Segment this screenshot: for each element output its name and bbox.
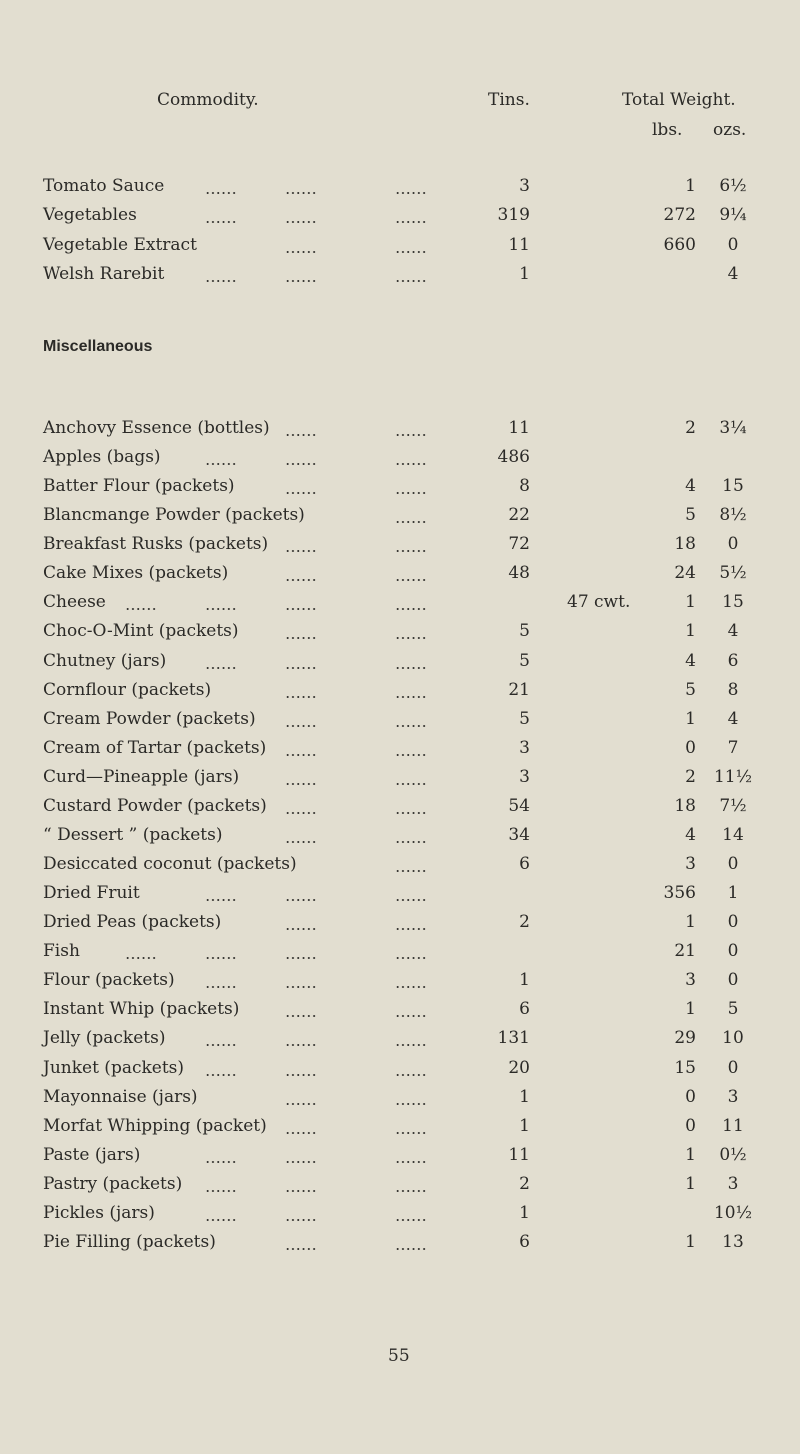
dot-leader	[395, 1103, 427, 1105]
commodity-name: Cream of Tartar (packets)	[43, 737, 267, 758]
weight-ozs: 10	[722, 1028, 744, 1049]
dot-leader	[205, 899, 237, 901]
weight-ozs: 13	[722, 1231, 744, 1252]
weight-lbs: 1	[685, 999, 696, 1020]
weight-lbs: 18	[674, 795, 696, 816]
table-row	[0, 260, 800, 288]
commodity-name: Fish	[43, 941, 80, 962]
weight-ozs: 0	[727, 912, 739, 933]
dot-leader	[285, 841, 317, 843]
weight-lbs: 2	[685, 766, 696, 787]
header-tins: Tins.	[488, 90, 530, 110]
commodity-name: Flour (packets)	[43, 970, 175, 991]
table-row	[0, 172, 800, 200]
weight-lbs: 5	[685, 679, 696, 700]
table-row	[0, 995, 800, 1023]
table-row	[0, 443, 800, 471]
dot-leader	[395, 812, 427, 814]
commodity-name: “ Dessert ” (packets)	[43, 824, 223, 845]
tins-count: 20	[508, 1057, 530, 1078]
tins-count: 11	[508, 418, 530, 438]
dot-leader	[395, 251, 427, 253]
commodity-name: Morfat Whipping (packet)	[43, 1115, 267, 1136]
table-row	[0, 617, 800, 645]
dot-leader	[205, 463, 237, 465]
dot-leader	[395, 579, 427, 581]
tins-count: 5	[519, 650, 530, 671]
commodity-name: Custard Powder (packets)	[43, 795, 267, 816]
dot-leader	[395, 1219, 427, 1221]
commodity-name: Choc-O-Mint (packets)	[43, 621, 239, 642]
weight-ozs: 8	[727, 679, 739, 700]
tins-count: 1	[519, 970, 530, 991]
dot-leader	[285, 696, 317, 698]
dot-leader	[395, 1248, 427, 1250]
dot-leader	[395, 957, 427, 959]
commodity-name: Tomato Sauce	[43, 176, 165, 196]
dot-leader	[285, 928, 317, 930]
dot-leader	[285, 667, 317, 669]
dot-leader	[395, 754, 427, 756]
commodity-name: Batter Flour (packets)	[43, 476, 235, 497]
table-row	[0, 501, 800, 529]
header-total-weight: Total Weight.	[622, 90, 736, 110]
dot-leader	[395, 434, 427, 436]
table-row	[0, 559, 800, 587]
dot-leader	[395, 696, 427, 698]
weight-ozs: 5	[727, 999, 739, 1020]
weight-lbs: 356	[663, 883, 696, 904]
tins-count: 6	[519, 1231, 530, 1252]
page-number: 55	[388, 1346, 410, 1366]
weight-ozs: 6	[727, 650, 739, 671]
dot-leader	[205, 667, 237, 669]
dot-leader	[395, 280, 427, 282]
dot-leader	[285, 1015, 317, 1017]
dot-leader	[125, 608, 157, 610]
dot-leader	[285, 1219, 317, 1221]
weight-lbs: 1	[685, 592, 696, 613]
dot-leader	[285, 783, 317, 785]
weight-ozs: 0	[727, 534, 739, 555]
weight-lbs: 18	[674, 534, 696, 555]
commodity-name: Breakfast Rusks (packets)	[43, 534, 269, 555]
dot-leader	[395, 637, 427, 639]
tins-count: 8	[519, 476, 530, 497]
table-row	[0, 676, 800, 704]
dot-leader	[285, 1132, 317, 1134]
dot-leader	[285, 550, 317, 552]
weight-ozs: 3	[727, 1086, 739, 1107]
dot-leader	[395, 928, 427, 930]
tins-count: 486	[497, 447, 530, 468]
dot-leader	[395, 1044, 427, 1046]
weight-ozs: 11½	[713, 766, 753, 787]
commodity-name: Chutney (jars)	[43, 650, 167, 671]
weight-ozs: 15	[722, 592, 744, 613]
weight-ozs: 0	[727, 970, 739, 991]
dot-leader	[285, 1103, 317, 1105]
weight-lbs: 5	[685, 505, 696, 526]
tins-count: 3	[519, 766, 530, 787]
commodity-name: Vegetable Extract	[43, 234, 197, 255]
dot-leader	[285, 280, 317, 282]
weight-ozs: 0	[727, 234, 739, 255]
weight-ozs: 0½	[719, 1144, 747, 1165]
table-row	[0, 1024, 800, 1052]
dot-leader	[205, 1219, 237, 1221]
dot-leader	[395, 1161, 427, 1163]
dot-leader	[395, 221, 427, 223]
tins-count: 1	[519, 1202, 530, 1223]
table-row	[0, 414, 800, 442]
dot-leader	[395, 667, 427, 669]
dot-leader	[395, 550, 427, 552]
dot-leader	[285, 608, 317, 610]
table-row	[0, 1112, 800, 1140]
weight-ozs: 8½	[719, 505, 747, 526]
tins-count: 1	[519, 1086, 530, 1107]
dot-leader	[285, 754, 317, 756]
dot-leader	[395, 1074, 427, 1076]
weight-lbs: 3	[685, 970, 696, 991]
dot-leader	[205, 1161, 237, 1163]
table-row	[0, 530, 800, 558]
weight-lbs: 4	[685, 824, 696, 845]
dot-leader	[205, 1190, 237, 1192]
commodity-name: Apples (bags)	[43, 447, 161, 468]
commodity-name: Junket (packets)	[43, 1057, 185, 1078]
weight-ozs: 1	[727, 883, 739, 904]
tins-count: 5	[519, 708, 530, 729]
commodity-name: Paste (jars)	[43, 1144, 141, 1165]
weight-ozs: 7½	[719, 795, 747, 816]
weight-lbs: 1	[685, 1231, 696, 1252]
commodity-name: Blancmange Powder (packets)	[43, 505, 305, 526]
dot-leader	[395, 783, 427, 785]
dot-leader	[395, 492, 427, 494]
table-row	[0, 1228, 800, 1256]
table-row	[0, 1170, 800, 1198]
table-row	[0, 821, 800, 849]
weight-lbs: 1	[685, 912, 696, 933]
commodity-name: Vegetables	[43, 205, 137, 226]
tins-count: 6	[519, 854, 530, 875]
weight-lbs: 660	[663, 234, 696, 255]
weight-lbs: 2	[685, 418, 696, 438]
header-lbs: lbs.	[652, 120, 683, 140]
commodity-name: Cake Mixes (packets)	[43, 563, 229, 584]
section-title: Miscellaneous	[43, 338, 153, 355]
dot-leader	[285, 957, 317, 959]
table-row	[0, 1083, 800, 1111]
weight-lbs: 21	[674, 941, 696, 962]
table-row	[0, 879, 800, 907]
tins-count: 72	[508, 534, 530, 555]
commodity-name: Pickles (jars)	[43, 1202, 155, 1223]
weight-lbs: 4	[685, 650, 696, 671]
dot-leader	[205, 1044, 237, 1046]
dot-leader	[395, 986, 427, 988]
tins-count: 319	[497, 205, 530, 226]
dot-leader	[285, 492, 317, 494]
table-row	[0, 1199, 800, 1227]
weight-lbs: 24	[674, 563, 696, 584]
dot-leader	[285, 434, 317, 436]
dot-leader	[205, 957, 237, 959]
weight-lbs: 4	[685, 476, 696, 497]
weight-ozs: 0	[727, 854, 739, 875]
tins-count: 2	[519, 1173, 530, 1194]
table-row	[0, 1141, 800, 1169]
weight-ozs: 4	[727, 708, 739, 729]
dot-leader	[285, 463, 317, 465]
commodity-name: Dried Peas (packets)	[43, 912, 222, 933]
dot-leader	[285, 1248, 317, 1250]
dot-leader	[285, 637, 317, 639]
weight-ozs: 4	[727, 263, 739, 284]
weight-lbs: 1	[685, 621, 696, 642]
table-row	[0, 472, 800, 500]
dot-leader	[395, 725, 427, 727]
tins-count: 5	[519, 621, 530, 642]
weight-lbs: 1	[685, 708, 696, 729]
table-row	[0, 937, 800, 965]
dot-leader	[395, 841, 427, 843]
weight-ozs: 6½	[719, 176, 747, 196]
commodity-name: Pastry (packets)	[43, 1173, 183, 1194]
table-row	[0, 792, 800, 820]
weight-ozs: 14	[722, 824, 744, 845]
dot-leader	[395, 1190, 427, 1192]
weight-ozs: 3	[727, 1173, 739, 1194]
weight-ozs: 4	[727, 621, 739, 642]
weight-ozs: 10½	[713, 1202, 753, 1223]
commodity-name: Curd—Pineapple (jars)	[43, 766, 240, 787]
weight-lbs: 1	[685, 176, 696, 196]
dot-leader	[205, 192, 237, 194]
header-ozs: ozs.	[713, 120, 747, 140]
weight-lbs: 272	[663, 205, 696, 226]
dot-leader	[285, 812, 317, 814]
dot-leader	[285, 899, 317, 901]
table-row	[0, 647, 800, 675]
dot-leader	[395, 1132, 427, 1134]
commodity-name: Pie Filling (packets)	[43, 1231, 216, 1252]
commodity-name: Cheese	[43, 592, 106, 613]
table-row	[0, 966, 800, 994]
dot-leader	[395, 192, 427, 194]
tins-count: 1	[519, 263, 530, 284]
dot-leader	[125, 957, 157, 959]
dot-leader	[285, 251, 317, 253]
weight-lbs: 0	[685, 737, 696, 758]
dot-leader	[285, 986, 317, 988]
dot-leader	[395, 1015, 427, 1017]
dot-leader	[285, 1190, 317, 1192]
dot-leader	[395, 870, 427, 872]
dot-leader	[395, 463, 427, 465]
weight-ozs: 7	[727, 737, 739, 758]
dot-leader	[285, 1074, 317, 1076]
table-row	[0, 734, 800, 762]
tins-count: 131	[497, 1028, 530, 1049]
weight-lbs: 3	[685, 854, 696, 875]
weight-ozs: 0	[727, 1057, 739, 1078]
tins-count: 11	[508, 234, 530, 255]
dot-leader	[395, 608, 427, 610]
tins-count: 21	[508, 679, 530, 700]
dot-leader	[205, 608, 237, 610]
dot-leader	[285, 579, 317, 581]
commodity-name: Welsh Rarebit	[43, 263, 165, 284]
dot-leader	[285, 1161, 317, 1163]
commodity-name: Dried Fruit	[43, 883, 140, 904]
table-row	[0, 850, 800, 878]
weight-ozs: 0	[727, 941, 739, 962]
table-row	[0, 1054, 800, 1082]
weight-ozs: 5½	[719, 563, 747, 584]
table-row	[0, 588, 800, 616]
commodity-name: Desiccated coconut (packets)	[43, 854, 297, 875]
dot-leader	[205, 1074, 237, 1076]
dot-leader	[395, 899, 427, 901]
tins-count: 2	[519, 912, 530, 933]
header-commodity: Commodity.	[157, 90, 259, 110]
weight-lbs: 29	[674, 1028, 696, 1049]
weight-lbs: 0	[685, 1115, 696, 1136]
weight-ozs: 15	[722, 476, 744, 497]
table-row	[0, 908, 800, 936]
tins-count: 3	[519, 737, 530, 758]
weight-lbs: 1	[685, 1144, 696, 1165]
table-row	[0, 763, 800, 791]
dot-leader	[285, 1044, 317, 1046]
tins-count: 22	[508, 505, 530, 526]
commodity-name: Instant Whip (packets)	[43, 999, 240, 1020]
dot-leader	[205, 986, 237, 988]
weight-lbs: 1	[685, 1173, 696, 1194]
dot-leader	[285, 192, 317, 194]
tins-count: 6	[519, 999, 530, 1020]
commodity-name: Jelly (packets)	[43, 1028, 166, 1049]
tins-count: 34	[508, 824, 530, 845]
commodity-name: Anchovy Essence (bottles)	[43, 418, 270, 438]
commodity-name: Cream Powder (packets)	[43, 708, 256, 729]
dot-leader	[395, 521, 427, 523]
weight-ozs: 9¼	[719, 205, 747, 226]
commodity-name: Cornflour (packets)	[43, 679, 212, 700]
weight-lbs: 0	[685, 1086, 696, 1107]
commodity-name: Mayonnaise (jars)	[43, 1086, 198, 1107]
table-row	[0, 201, 800, 229]
table-row	[0, 231, 800, 259]
tins-count: 54	[508, 795, 530, 816]
table-row	[0, 705, 800, 733]
weight-cwt: 47 cwt.	[567, 592, 631, 613]
dot-leader	[285, 221, 317, 223]
weight-ozs: 3¼	[719, 418, 747, 438]
dot-leader	[285, 725, 317, 727]
dot-leader	[205, 221, 237, 223]
weight-ozs: 11	[722, 1115, 744, 1136]
tins-count: 48	[508, 563, 530, 584]
weight-lbs: 15	[674, 1057, 696, 1078]
tins-count: 11	[508, 1144, 530, 1165]
tins-count: 1	[519, 1115, 530, 1136]
dot-leader	[205, 280, 237, 282]
tins-count: 3	[519, 176, 530, 196]
